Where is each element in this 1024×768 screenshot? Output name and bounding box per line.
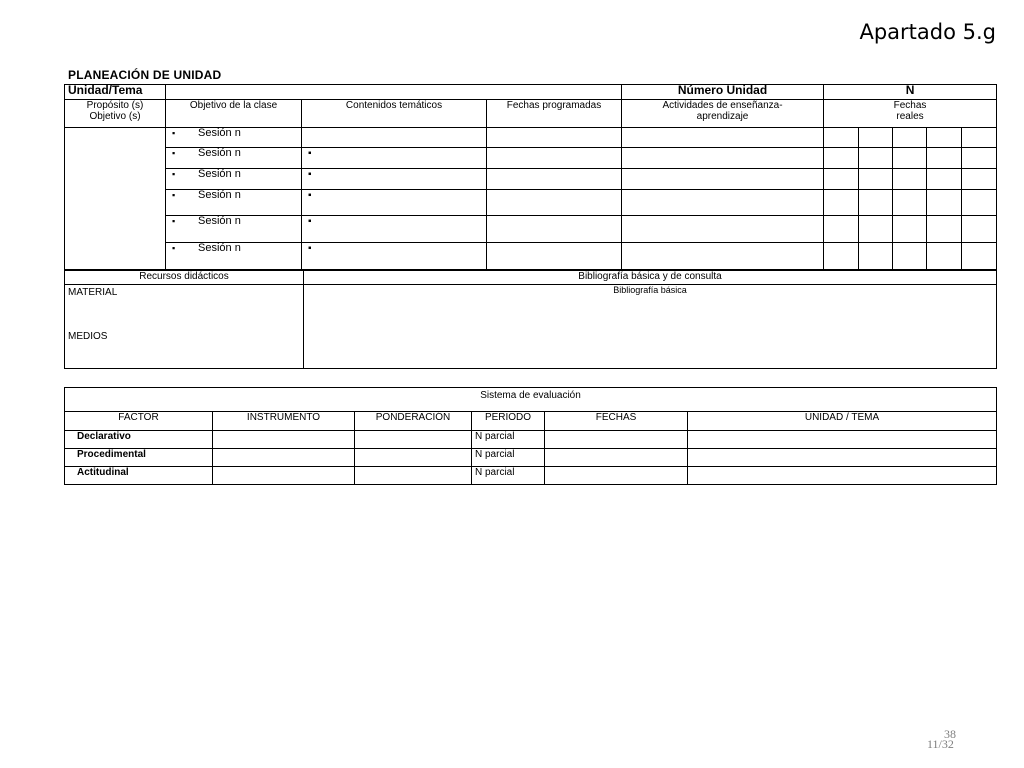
fechas-header: FECHAS [545, 412, 688, 431]
actividades-cell[interactable] [622, 216, 824, 243]
session-label: Sesión n [198, 242, 241, 254]
actividades-cell[interactable] [622, 243, 824, 270]
bibliografia-header: Bibliografía básica y de consulta [304, 271, 997, 285]
unit-planning-table [64, 84, 997, 270]
fechas-programadas-cell[interactable] [487, 128, 622, 148]
fecha-real-cell[interactable] [859, 190, 893, 216]
bullet-icon: ▪ [172, 128, 176, 138]
contenidos-cell[interactable] [302, 243, 487, 270]
bullet-icon: ▪ [308, 216, 312, 227]
session-row [65, 243, 997, 270]
contenidos-cell[interactable] [302, 148, 487, 169]
medios-label: MEDIOS [68, 331, 108, 342]
fecha-real-cell[interactable] [824, 148, 859, 169]
actividades-cell[interactable] [622, 169, 824, 190]
fecha-real-cell[interactable] [962, 190, 997, 216]
factor-cell: Actitudinal [65, 467, 213, 485]
unidad-tema-header: UNIDAD / TEMA [688, 412, 997, 431]
fecha-real-cell[interactable] [859, 169, 893, 190]
unidad-tema-cell[interactable] [688, 431, 997, 449]
numero-unidad-label: Número Unidad [622, 85, 824, 100]
evaluation-table [64, 387, 997, 485]
actividades-cell[interactable] [622, 148, 824, 169]
session-row [65, 148, 997, 169]
instrumento-cell[interactable] [213, 431, 355, 449]
bullet-icon: ▪ [308, 243, 312, 254]
fechas-reales-header: Fechas reales [824, 100, 997, 128]
fecha-real-cell[interactable] [824, 190, 859, 216]
periodo-cell: N parcial [472, 431, 545, 449]
unit-row [65, 85, 997, 100]
bullet-icon: ▪ [308, 190, 312, 201]
session-cell[interactable] [166, 128, 302, 148]
session-row [65, 169, 997, 190]
slide-title: Apartado 5.g [859, 20, 996, 44]
material-label: MATERIAL [68, 287, 118, 298]
periodo-cell: N parcial [472, 467, 545, 485]
ponderacion-cell[interactable] [355, 467, 472, 485]
fecha-real-cell[interactable] [962, 216, 997, 243]
fecha-real-cell[interactable] [927, 216, 962, 243]
fecha-real-cell[interactable] [927, 128, 962, 148]
bullet-icon: ▪ [172, 169, 176, 179]
unidad-tema-cell[interactable] [688, 467, 997, 485]
bullet-icon: ▪ [308, 148, 312, 159]
session-cell[interactable] [166, 190, 302, 216]
objetivo-clase-header: Objetivo de la clase [166, 100, 302, 128]
unidad-tema-value[interactable] [166, 85, 622, 100]
fechas-programadas-header: Fechas programadas [487, 100, 622, 128]
fecha-real-cell[interactable] [927, 148, 962, 169]
factor-header: FACTOR [65, 412, 213, 431]
fecha-real-cell[interactable] [927, 190, 962, 216]
evaluation-header-row [65, 412, 997, 431]
session-row [65, 128, 997, 148]
session-label: Sesión n [198, 189, 241, 201]
instrumento-cell[interactable] [213, 449, 355, 467]
form-title: PLANEACIÓN DE UNIDAD [68, 68, 222, 82]
unidad-tema-label: Unidad/Tema [65, 85, 166, 100]
fecha-real-cell[interactable] [962, 243, 997, 270]
session-label: Sesión n [198, 127, 241, 139]
actividades-cell[interactable] [622, 128, 824, 148]
bullet-icon: ▪ [308, 169, 312, 180]
contenidos-cell[interactable] [302, 190, 487, 216]
fechas-programadas-cell[interactable] [487, 169, 622, 190]
contenidos-cell[interactable] [302, 216, 487, 243]
header-row [65, 100, 997, 128]
fecha-real-cell[interactable] [893, 128, 927, 148]
fecha-real-cell[interactable] [927, 243, 962, 270]
bullet-icon: ▪ [172, 243, 176, 253]
proposito-cell[interactable] [65, 128, 166, 270]
fechas-cell[interactable] [545, 431, 688, 449]
fecha-real-cell[interactable] [927, 169, 962, 190]
bullet-icon: ▪ [172, 216, 176, 226]
session-cell[interactable] [166, 169, 302, 190]
session-cell[interactable] [166, 148, 302, 169]
evaluation-row [65, 467, 997, 485]
contenidos-cell[interactable] [302, 128, 487, 148]
bibliografia-basica-label: Bibliografía básica [613, 285, 687, 295]
contenidos-header: Contenidos temáticos [302, 100, 487, 128]
fecha-real-cell[interactable] [962, 128, 997, 148]
session-label: Sesión n [198, 168, 241, 180]
evaluation-title-row [65, 388, 997, 412]
fecha-real-cell[interactable] [859, 148, 893, 169]
bibliografia-cell[interactable] [304, 285, 997, 369]
fecha-real-cell[interactable] [962, 169, 997, 190]
n-label: N [824, 85, 997, 100]
fecha-real-cell[interactable] [824, 216, 859, 243]
fecha-real-cell[interactable] [893, 243, 927, 270]
fecha-real-cell[interactable] [859, 128, 893, 148]
fechas-programadas-cell[interactable] [487, 243, 622, 270]
fecha-real-cell[interactable] [893, 169, 927, 190]
session-label: Sesión n [198, 215, 241, 227]
document-page-number: 11/32 [927, 737, 954, 751]
session-row [65, 216, 997, 243]
periodo-cell: N parcial [472, 449, 545, 467]
session-cell[interactable] [166, 216, 302, 243]
evaluation-row [65, 431, 997, 449]
resources-table [64, 270, 997, 369]
fechas-cell[interactable] [545, 449, 688, 467]
fecha-real-cell[interactable] [859, 243, 893, 270]
fecha-real-cell[interactable] [859, 216, 893, 243]
slide-page-number: 38 [944, 727, 956, 741]
evaluation-title: Sistema de evaluación [65, 388, 997, 412]
actividades-header: Actividades de enseñanza- aprendizaje [622, 100, 824, 128]
actividades-cell[interactable] [622, 190, 824, 216]
fechas-programadas-cell[interactable] [487, 216, 622, 243]
resources-content-row [65, 285, 997, 369]
factor-cell: Declarativo [65, 431, 213, 449]
fechas-programadas-cell[interactable] [487, 148, 622, 169]
evaluation-row [65, 449, 997, 467]
fecha-real-cell[interactable] [824, 128, 859, 148]
fecha-real-cell[interactable] [824, 243, 859, 270]
ponderacion-header: PONDERACIÓN [355, 412, 472, 431]
fecha-real-cell[interactable] [893, 148, 927, 169]
recursos-didacticos-header: Recursos didácticos [65, 271, 304, 285]
session-cell[interactable] [166, 243, 302, 270]
unidad-tema-cell[interactable] [688, 449, 997, 467]
ponderacion-cell[interactable] [355, 431, 472, 449]
factor-cell: Procedimental [65, 449, 213, 467]
session-label: Sesión n [198, 147, 241, 159]
bullet-icon: ▪ [172, 148, 176, 158]
ponderacion-cell[interactable] [355, 449, 472, 467]
periodo-header: PERIODO [472, 412, 545, 431]
instrumento-header: INSTRUMENTO [213, 412, 355, 431]
resources-header-row [65, 271, 997, 285]
fecha-real-cell[interactable] [893, 190, 927, 216]
session-row [65, 190, 997, 216]
material-medios-cell[interactable] [65, 285, 304, 369]
fecha-real-cell[interactable] [962, 148, 997, 169]
instrumento-cell[interactable] [213, 467, 355, 485]
fecha-real-cell[interactable] [893, 216, 927, 243]
proposito-header: Propósito (s) Objetivo (s) [65, 100, 166, 128]
fechas-programadas-cell[interactable] [487, 190, 622, 216]
contenidos-cell[interactable] [302, 169, 487, 190]
bullet-icon: ▪ [172, 190, 176, 200]
fecha-real-cell[interactable] [824, 169, 859, 190]
fechas-cell[interactable] [545, 467, 688, 485]
